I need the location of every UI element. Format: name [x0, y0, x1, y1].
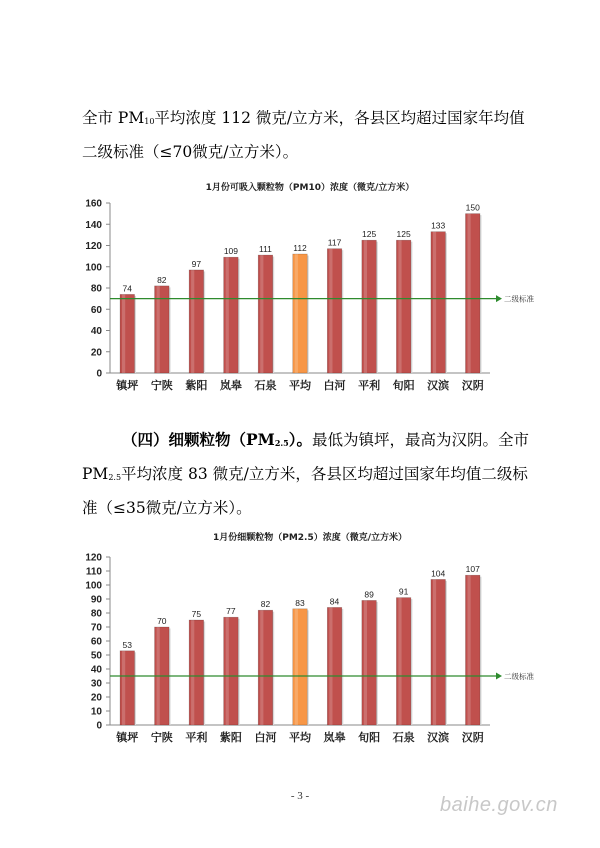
- data-label: 82: [157, 274, 167, 285]
- y-tick-label: 160: [85, 198, 102, 210]
- category-label: 石泉: [254, 379, 277, 392]
- category-label: 镇坪: [116, 379, 139, 392]
- category-label: 汉阴: [461, 731, 484, 744]
- data-label: 70: [157, 616, 167, 626]
- data-label: 84: [329, 596, 340, 607]
- category-label: 岚皋: [219, 379, 242, 392]
- category-label: 平均: [289, 731, 311, 744]
- category-label: 紫阳: [219, 731, 242, 744]
- bar-highlight: [433, 232, 436, 373]
- reference-arrow-icon: [496, 295, 502, 302]
- chart-title: 1月份可吸入颗粒物（PM10）浓度（微克/立方米）: [205, 183, 415, 193]
- data-label: 117: [327, 237, 342, 248]
- data-label: 112: [293, 243, 307, 253]
- category-label: 宁陕: [150, 731, 173, 744]
- data-label: 91: [398, 586, 409, 597]
- data-label: 125: [396, 229, 411, 240]
- y-tick-label: 0: [96, 368, 102, 380]
- bar-highlight: [364, 240, 367, 373]
- y-tick-label: 120: [85, 552, 102, 564]
- bar-highlight: [122, 294, 125, 373]
- category-label: 旬阳: [392, 379, 415, 392]
- data-label: 83: [295, 597, 305, 608]
- bar-highlight: [191, 270, 194, 373]
- bar-highlight: [226, 617, 229, 725]
- y-tick-label: 40: [90, 326, 102, 337]
- data-label: 150: [465, 202, 480, 213]
- bar-highlight: [260, 255, 263, 373]
- data-label: 74: [122, 283, 133, 294]
- data-label: 53: [122, 639, 133, 650]
- y-tick-label: 60: [90, 636, 102, 648]
- category-label: 镇坪: [116, 731, 139, 744]
- bar-highlight: [329, 607, 332, 725]
- category-label: 平利: [185, 731, 208, 744]
- y-tick-label: 140: [85, 219, 102, 231]
- y-tick-label: 20: [90, 692, 102, 704]
- y-tick-label: 100: [85, 262, 102, 274]
- y-tick-label: 20: [90, 347, 102, 359]
- bar-highlight: [122, 651, 125, 725]
- bar-highlight: [398, 598, 401, 725]
- y-tick-label: 90: [90, 594, 102, 606]
- category-label: 平利: [358, 379, 381, 392]
- reference-line-label: 二级标准: [504, 294, 534, 304]
- bar-highlight: [191, 620, 194, 725]
- category-label: 宁陕: [150, 379, 173, 392]
- y-tick-label: 80: [90, 283, 102, 295]
- data-label: 111: [258, 244, 272, 255]
- page-number: - 3 -: [290, 790, 310, 802]
- bar-highlight: [295, 254, 298, 373]
- category-label: 岚皋: [323, 731, 346, 744]
- bar-highlight: [364, 600, 367, 725]
- data-label: 82: [260, 599, 271, 610]
- data-label: 133: [431, 220, 446, 231]
- y-tick-label: 70: [90, 622, 102, 634]
- chart-title: 1月份细颗粒物（PM2.5）浓度（微克/立方米）: [212, 533, 408, 543]
- data-label: 77: [226, 606, 236, 617]
- category-label: 汉滨: [427, 379, 450, 392]
- bar-highlight: [467, 575, 470, 725]
- y-tick-label: 30: [90, 678, 102, 690]
- data-label: 109: [223, 246, 239, 257]
- y-tick-label: 80: [90, 608, 102, 620]
- bar-highlight: [467, 214, 470, 373]
- bar-highlight: [433, 579, 436, 725]
- y-tick-label: 40: [90, 664, 102, 676]
- bar-highlight: [295, 609, 298, 725]
- watermark: baihe.gov.cn: [440, 794, 558, 816]
- y-tick-label: 100: [85, 580, 102, 592]
- category-label: 旬阳: [358, 731, 381, 744]
- y-tick-label: 10: [90, 706, 102, 718]
- y-tick-label: 120: [85, 241, 102, 252]
- category-label: 紫阳: [185, 379, 208, 392]
- category-label: 平均: [289, 379, 311, 392]
- category-label: 汉滨: [427, 731, 450, 744]
- pm25-bar-chart: [0, 520, 600, 760]
- y-tick-label: 110: [85, 566, 102, 578]
- reference-arrow-icon: [496, 673, 502, 680]
- bar-highlight: [398, 240, 401, 373]
- y-tick-label: 50: [90, 650, 102, 662]
- paragraph-pm10-summary: 全市 $PM_{10}$平均浓度 112 微克/立方米，各县区均超过国家年均值二级标准（≤70微克/立方米）。: [82, 109, 525, 161]
- data-label: 107: [465, 564, 480, 575]
- data-label: 89: [364, 589, 374, 600]
- data-label: 97: [191, 258, 202, 269]
- reference-line-label: 二级标准: [504, 672, 534, 681]
- category-label: 白河: [323, 379, 346, 392]
- y-tick-label: 0: [96, 720, 102, 732]
- bar-highlight: [260, 610, 263, 725]
- y-tick-label: 60: [90, 304, 102, 316]
- bar-highlight: [226, 257, 229, 373]
- data-label: 104: [431, 568, 446, 579]
- data-label: 75: [191, 609, 202, 619]
- category-label: 石泉: [392, 731, 415, 744]
- category-label: 汉阴: [461, 379, 484, 392]
- bar-highlight: [329, 249, 332, 373]
- category-label: 白河: [254, 731, 277, 744]
- paragraph-pm25-summary: （四）细颗粒物$(PM_{2.5})$。最低为镇坪，最高为汉阴。全市 $PM_{2.5}$平均浓度 83 微克/立方米，各县区均超过国家年均值二级标准（≤35微克/立方米）。: [82, 430, 530, 517]
- data-label: 125: [361, 229, 377, 240]
- pm10-bar-chart: [0, 170, 600, 410]
